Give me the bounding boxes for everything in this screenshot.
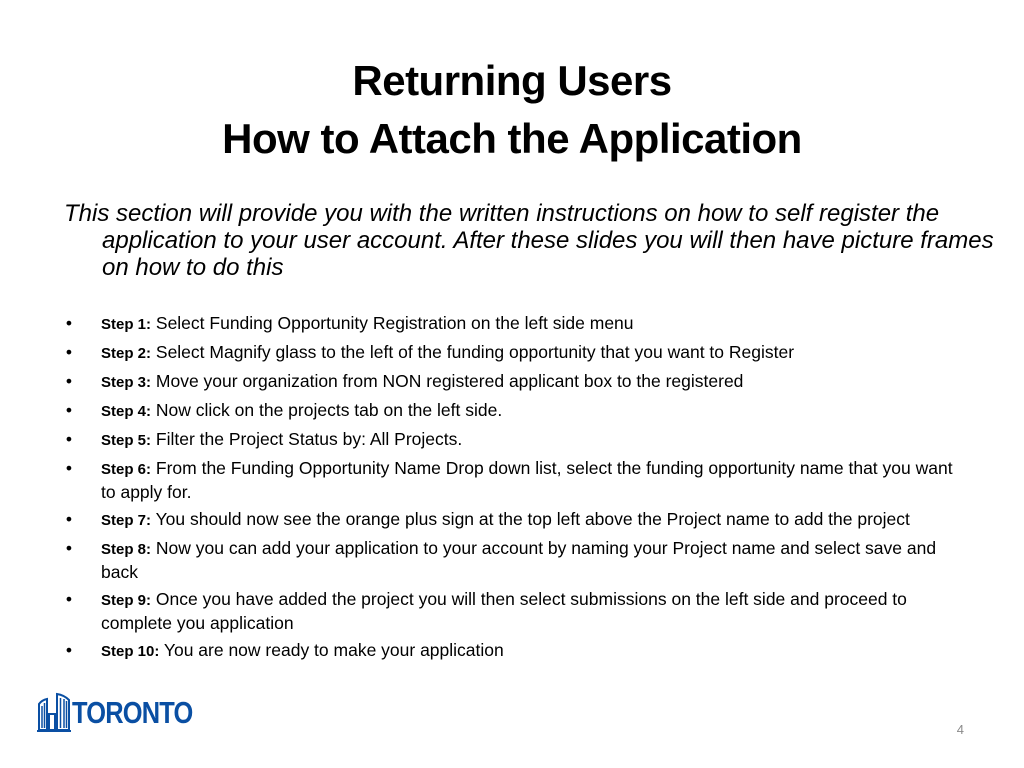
step-item — [62, 370, 972, 394]
bullet-icon: • — [65, 589, 73, 609]
step-text: From the Funding Opportunity Name Drop down list, select the funding opportunity name that you want to apply for. — [101, 458, 953, 502]
bullet-icon: • — [65, 458, 73, 478]
step-text: Filter the Project Status by: All Projects. — [155, 429, 463, 449]
step-text: Now click on the projects tab on the left side. — [155, 400, 503, 420]
step-label: Step 6: — [101, 461, 152, 478]
step-text: You should now see the orange plus sign at the top left above the Project name to add the project — [155, 509, 910, 529]
step-label: Step 3: — [101, 374, 152, 391]
step-item — [62, 508, 972, 532]
title-line-1: Returning Users — [352, 57, 672, 104]
bullet-icon: • — [65, 509, 73, 529]
step-text: Select Magnify glass to the left of the funding opportunity that you want to Register — [155, 342, 795, 362]
step-item — [62, 341, 972, 365]
step-item — [62, 588, 972, 634]
bullet-icon: • — [65, 538, 73, 558]
step-label: Step 10: — [101, 643, 160, 660]
bullet-icon: • — [65, 429, 73, 449]
step-text: Move your organization from NON registered applicant box to the registered — [155, 371, 744, 391]
step-item — [62, 457, 972, 503]
slide-title — [0, 52, 1024, 168]
step-item — [62, 399, 972, 423]
step-item — [62, 537, 972, 583]
steps-list — [62, 312, 972, 668]
step-text: You are now ready to make your application — [163, 640, 504, 660]
intro-paragraph: This section will provide you with the written instructions on how to self register the application to your user account. After these slides you will then have picture frames on how to do this — [64, 200, 994, 281]
step-label: Step 5: — [101, 432, 152, 449]
step-item — [62, 428, 972, 452]
step-label: Step 2: — [101, 345, 152, 362]
bullet-icon: • — [65, 640, 73, 660]
step-label: Step 4: — [101, 403, 152, 420]
bullet-icon: • — [65, 400, 73, 420]
bullet-icon: • — [65, 313, 73, 333]
title-line-2: How to Attach the Application — [222, 115, 802, 162]
step-label: Step 9: — [101, 592, 152, 609]
step-label: Step 1: — [101, 316, 152, 333]
step-text: Now you can add your application to your account by naming your Project name and select save and back — [101, 538, 937, 582]
toronto-city-hall-logo-icon — [36, 690, 72, 732]
logo-wordmark: TORONTO — [72, 695, 193, 730]
page-number: 4 — [956, 722, 964, 737]
step-item — [62, 312, 972, 336]
step-label: Step 8: — [101, 541, 152, 558]
toronto-logo — [36, 688, 193, 734]
bullet-icon: • — [65, 342, 73, 362]
step-text: Once you have added the project you will then select submissions on the left side and proceed to complete you application — [101, 589, 907, 633]
step-text: Select Funding Opportunity Registration on the left side menu — [155, 313, 634, 333]
step-item — [62, 639, 972, 663]
bullet-icon: • — [65, 371, 73, 391]
step-label: Step 7: — [101, 512, 152, 529]
